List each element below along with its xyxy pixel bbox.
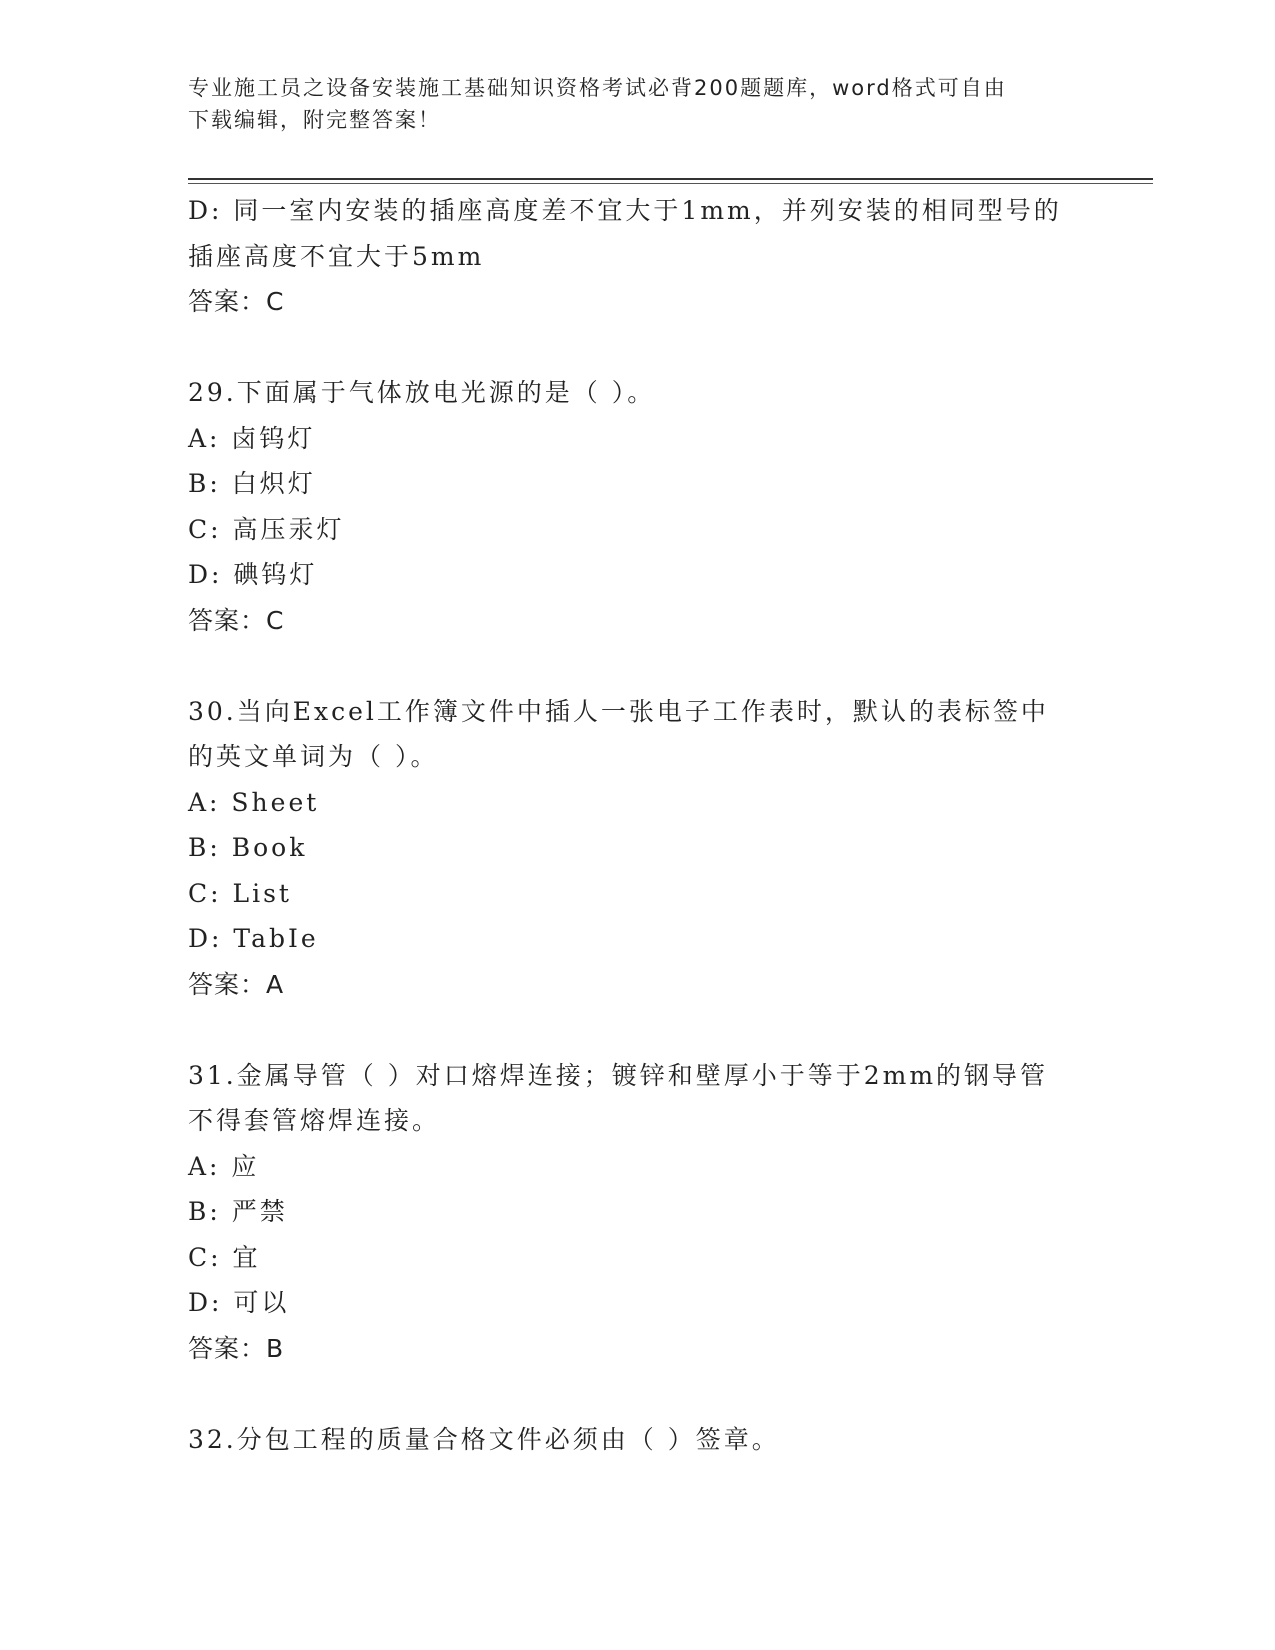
question-31-option-a: A: 应 [188, 1151, 260, 1181]
question-block-30 [188, 689, 1088, 1008]
question-28-option-d-line-1: D: 同一室内安装的插座高度差不宜大于1mm，并列安装的相同型号的 [188, 196, 1062, 225]
question-31-stem-line-2: 不得套管熔焊连接。 [188, 1106, 441, 1135]
question-block-32 [188, 1417, 1088, 1463]
question-30-option-b: B: Book [188, 833, 308, 862]
question-31-option-d: D: 可以 [188, 1288, 290, 1317]
question-29-answer: 答案：C [188, 605, 285, 635]
question-block-29 [188, 370, 1088, 643]
question-29-option-a: A: 卤钨灯 [188, 423, 316, 453]
question-30-stem-line-2: 的英文单词为（ ）。 [188, 742, 439, 771]
question-29-option-c: C: 高压汞灯 [188, 514, 345, 544]
question-31-answer: 答案：B [188, 1333, 285, 1363]
question-31-stem-line-1: 31.金属导管（ ）对口熔焊连接；镀锌和壁厚小于等于2mm的钢导管 [188, 1060, 1049, 1090]
block-spacer [188, 1007, 1088, 1053]
document-header [188, 72, 1068, 136]
question-30-answer: 答案：A [188, 969, 285, 999]
header-divider-thin [188, 183, 1153, 184]
question-29-option-b: B: 白炽灯 [188, 469, 316, 498]
question-29-option-d: D: 碘钨灯 [188, 560, 318, 589]
question-28-answer: 答案：C [188, 287, 285, 316]
question-32-stem: 32.分包工程的质量合格文件必须由（ ）签章。 [188, 1424, 780, 1454]
question-31-option-b: B: 严禁 [188, 1197, 288, 1226]
block-spacer [188, 643, 1088, 689]
header-title-line-1: 专业施工员之设备安装施工基础知识资格考试必背200题题库，word格式可自由 [188, 76, 1007, 100]
question-block-28 [188, 188, 1088, 325]
header-divider-thick [188, 178, 1153, 180]
question-list [188, 188, 1088, 1462]
question-30-option-c: C: List [188, 878, 292, 908]
question-29-stem: 29.下面属于气体放电光源的是（ ）。 [188, 378, 656, 407]
question-31-option-c: C: 宜 [188, 1242, 261, 1272]
block-spacer [188, 1371, 1088, 1417]
header-title-line-2: 下载编辑，附完整答案！ [188, 108, 441, 132]
question-30-option-a: A: Sheet [188, 787, 320, 817]
question-28-option-d-line-2: 插座高度不宜大于5mm [188, 241, 485, 271]
question-30-stem-line-1: 30.当向Excel工作簿文件中插人一张电子工作表时，默认的表标签中 [188, 696, 1049, 726]
question-30-option-d: D: TabIe [188, 924, 319, 953]
question-block-31 [188, 1053, 1088, 1372]
block-spacer [188, 325, 1088, 371]
